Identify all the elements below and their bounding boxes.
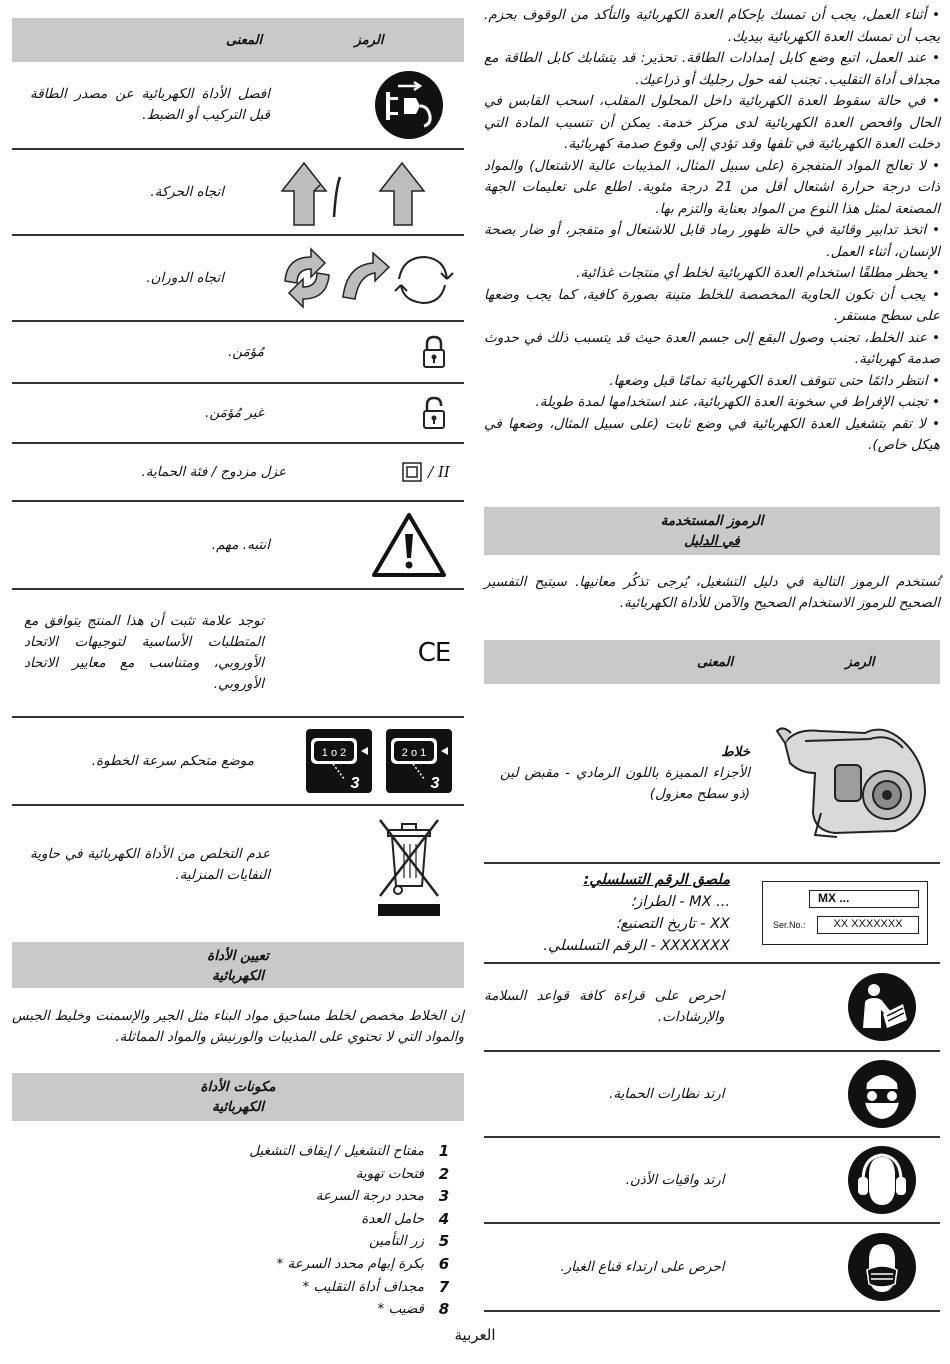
direction-arrows-icon: [274, 157, 454, 227]
list-item: [12, 1298, 464, 1321]
symbol-row-read: [484, 964, 940, 1052]
serial-title: ملصق الرقم التسلسلي:: [583, 872, 730, 888]
ce-symbol: [404, 589, 464, 717]
symbols-section-title: [484, 507, 940, 555]
symbol-row-insulation: [12, 444, 464, 502]
bullet-item: • في حالة سقوط العدة الكهربائية داخل المحلول المقلب، اسحب القابس في الحال وافحص العدة الكهربائية لدى مركز خدمة. يمكن أن تتسبب المادة التي دخلت العدة الكهربائية في تلفها وقد تؤدي إلى وقوع صدمة كهربائية.: [484, 93, 940, 152]
symbol-row-movement: [12, 150, 464, 236]
list-item: [12, 1185, 464, 1208]
bullet-item: • يحظر مطلقًا استخدام العدة الكهربائية لخلط أي منتجات غذائية.: [576, 265, 940, 281]
bullet-item: • يجب أن تكون الحاوية المخصصة للخلط متينة بصورة كافية، كما يجب وضعها على سطح مستقر.: [484, 286, 940, 324]
component-number: 5: [438, 1232, 450, 1251]
mixer-title: خلاط: [721, 743, 750, 760]
bullet-item: • أثناء العمل، يجب أن تمسك بإحكام العدة الكهربائية والتأكد من الوقوف بحزم. يجب أن تمسك العدة الكهربائية بيديك.: [484, 7, 940, 45]
unlocked-symbol: [404, 383, 464, 443]
components-title-line1: مكونات الأداة: [200, 1079, 276, 1095]
symbol-row-locked: [12, 322, 464, 384]
symbol-row-goggles: [484, 1052, 940, 1138]
movement-meaning: اتجاه الحركة.: [150, 183, 224, 200]
rotation-arrows-icon: [269, 243, 459, 313]
serial-line3: XXXXXXX - الرقم التسلسلي.: [543, 938, 730, 954]
symbol-row-rotation: [12, 236, 464, 322]
goggles-meaning: ارتد نظارات الحماية.: [609, 1085, 725, 1102]
double-square-icon: [402, 462, 422, 482]
unplug-symbol: [354, 61, 464, 149]
list-item: [12, 1163, 464, 1186]
bullet-item: • تجنب الإفراط في سخونة العدة الكهربائية، عند استخدامها لمدة طويلة.: [535, 394, 940, 410]
mask-symbol: [825, 1223, 940, 1311]
list-item: [12, 1208, 464, 1231]
locked-symbol: [404, 321, 464, 383]
ear-symbol: [825, 1137, 940, 1223]
insulation-class-label: / II: [428, 463, 450, 481]
label-ser-box: [817, 916, 919, 934]
symbol-row-mask: [484, 1224, 940, 1312]
bullet-item: • انتظر دائمًا حتى تتوقف العدة الكهربائية تمامًا قبل وضعها.: [609, 372, 940, 389]
symbol-row-unplug: [12, 62, 464, 150]
component-number: 6: [438, 1254, 450, 1273]
mixer-meaning: [500, 742, 750, 805]
mixer-image: [770, 683, 940, 863]
read-symbol: [825, 963, 940, 1051]
dust-mask-icon: [847, 1232, 917, 1302]
speed-meaning: موضع متحكم سرعة الخطوة.: [91, 752, 254, 769]
page-footer-language: العربية: [454, 1326, 496, 1344]
bullet-item: • عند الخلط، تجنب وصول البقع إلى جسم العدة حيث قد يتسبب ذلك في حدوث صدمة كهربائية.: [484, 329, 940, 367]
crossed-bin-icon: [374, 812, 444, 918]
right-column: [484, 0, 941, 1275]
lock-open-icon: [422, 396, 446, 430]
insulation-symbol: [388, 443, 464, 501]
goggles-icon: [847, 1059, 917, 1129]
component-label: زر التأمين: [369, 1233, 424, 1250]
list-item: [12, 1253, 464, 1276]
symbols-title-line1: الرموز المستخدمة: [660, 513, 764, 529]
ear-meaning: ارتد واقيات الأذن.: [625, 1171, 725, 1188]
read-manual-icon: [847, 972, 917, 1042]
symbol-row-ear: [484, 1138, 940, 1224]
list-item: [12, 1140, 464, 1163]
disposal-symbol: [354, 806, 464, 924]
rotation-meaning: اتجاه الدوران.: [146, 269, 224, 286]
component-label: فتحات تهوية: [355, 1165, 424, 1182]
dial-number-b: 3: [430, 775, 440, 792]
component-label: مفتاح التشغيل / إيقاف التشغيل: [249, 1143, 424, 1159]
label-model: MX ...: [818, 891, 850, 905]
serial-label-graphic: [750, 863, 940, 963]
bullet-item: • اتخذ تدابير وقائية في حالة ظهور رماد قابل للاشتعال أو متفجر، أو ضار بصحة الإنسان، أثناء العمل.: [484, 222, 940, 260]
component-number: 8: [438, 1300, 450, 1319]
serial-label-box: [762, 881, 928, 945]
component-number: 3: [438, 1187, 450, 1206]
components-list: [12, 1140, 464, 1321]
unlocked-meaning: غير مُؤمَن.: [205, 404, 264, 421]
attention-meaning: انتبه. مهم.: [211, 536, 270, 553]
symbol-row-ce: [12, 590, 464, 718]
unplug-meaning: افصل الأداة الكهربائية عن مصدر الطاقة قبل التركيب أو الضبط.: [30, 86, 270, 123]
left-table-header: [12, 18, 464, 62]
attention-symbol: [354, 501, 464, 589]
list-item: [12, 1276, 464, 1299]
symbol-row-unlocked: [12, 384, 464, 444]
component-number: 7: [438, 1277, 450, 1296]
component-label: قضيب *: [377, 1301, 424, 1318]
rotation-symbol: [264, 235, 464, 321]
serial-line1: ... MX - الطراز؛: [630, 894, 730, 910]
symbols-title-line2: في الدليل: [684, 533, 740, 549]
dial-text-a: 1 o 2: [321, 747, 347, 759]
symbols-table-header: [484, 640, 940, 684]
speed-dial-icon: [385, 728, 453, 794]
ce-mark-icon: CE: [417, 638, 451, 668]
locked-meaning: مُؤمَن.: [227, 343, 264, 360]
component-label: حامل العدة: [361, 1210, 424, 1227]
components-title-line2: الكهربائية: [212, 1099, 264, 1115]
left-header-meaning: المعنى: [225, 32, 263, 48]
mask-meaning: احرص على ارتداء قناع الغبار.: [560, 1258, 725, 1275]
mixer-icon: [775, 703, 935, 843]
goggles-symbol: [825, 1051, 940, 1137]
dial-number-a: 3: [350, 775, 360, 792]
ce-meaning: توجد علامة تثبت أن هذا المنتج يتوافق مع المتطلبات الأساسية لتوجيهات الاتحاد الأوروبي، ومتناسب مع معايير الاتحاد الأوروبي.: [24, 613, 264, 692]
ear-protection-icon: [847, 1145, 917, 1215]
serial-line2: XX - تاريخ التصنيع؛: [615, 916, 730, 932]
label-model-box: [809, 890, 919, 908]
label-ser-value: XX XXXXXXX: [833, 918, 903, 930]
component-label: محدد درجة السرعة: [315, 1188, 424, 1205]
purpose-title-line2: الكهربائية: [212, 968, 264, 984]
component-number: 1: [438, 1142, 450, 1160]
dial-text-b: 2 o 1: [401, 747, 427, 759]
left-header-symbol: الرمز: [354, 32, 384, 48]
purpose-section-title: [12, 942, 464, 988]
bullet-item: • عند العمل، اتبع وضع كابل إمدادات الطاقة. تحذير: قد يتشابك كابل الطاقة مع مجداف أداة التقليب. تجنب لفه حول رجليك أو ذراعيك.: [484, 50, 940, 88]
mixer-desc: الأجزاء المميزة باللون الرمادي - مقبض لين (ذو سطح معزول): [500, 764, 750, 802]
unplug-icon: [374, 70, 444, 140]
list-item: [12, 1230, 464, 1253]
symbol-row-disposal: [12, 806, 464, 924]
component-label: مجداف أداة التقليب *: [302, 1278, 424, 1295]
purpose-text: إن الخلاط مخصص لخلط مساحيق مواد البناء مثل الجير والإسمنت وخليط الجبس والمواد التي لا تحتوي على المذيبات والورنيش والمواد المماثلة.: [12, 1008, 464, 1045]
speed-dial-icon: [305, 728, 373, 794]
disposal-meaning: عدم التخلص من الأداة الكهربائية في حاوية النفايات المنزلية.: [30, 846, 270, 883]
symbol-row-serial: [484, 864, 940, 964]
components-section-title: [12, 1073, 464, 1121]
header-symbol: الرمز: [845, 654, 875, 670]
speed-symbol: [294, 717, 464, 805]
header-meaning: المعنى: [696, 654, 734, 670]
component-number: 2: [438, 1164, 450, 1183]
symbol-row-mixer: [484, 684, 940, 864]
component-label: بكرة إبهام محدد السرعة *: [276, 1255, 424, 1272]
safety-bullets: [484, 0, 940, 492]
bullet-item: • لا تعالج المواد المتفجرة (على سبيل المثال، المذيبات عالية الاشتعال) والمواد ذات درجة حرارة اشتعال أقل من 21 درجة مئوية. اطلع على تعليمات الجهة المصنعة لمثل هذا النوع من المواد بعناية والتزم بها.: [484, 157, 941, 217]
symbol-row-speed: [12, 718, 464, 806]
warning-triangle-icon: [371, 512, 447, 578]
symbol-row-attention: [12, 502, 464, 590]
read-meaning: احرص على قراءة كافة قواعد السلامة والإرشادات.: [484, 988, 725, 1025]
movement-symbol: [264, 149, 464, 235]
serial-meaning: [490, 869, 730, 957]
symbols-intro: تُستخدم الرموز التالية في دليل التشغيل، يُرجى تذكُر معانيها. سيتيح التفسير الصحيح للرموز الاستخدام الصحيح والآمن للأداة الكهربائية.: [484, 574, 940, 611]
label-ser-prefix: Ser.No.:: [773, 920, 806, 930]
insulation-meaning: عزل مزدوج / فئة الحماية.: [141, 463, 286, 480]
purpose-title-line1: تعيين الأداة: [207, 948, 269, 964]
bullet-item: • لا تقم بتشغيل العدة الكهربائية في وضع ثابت (على سبيل المثال، وضعها في هيكل خاص).: [484, 415, 940, 453]
lock-closed-icon: [422, 335, 446, 369]
component-number: 4: [438, 1209, 450, 1228]
